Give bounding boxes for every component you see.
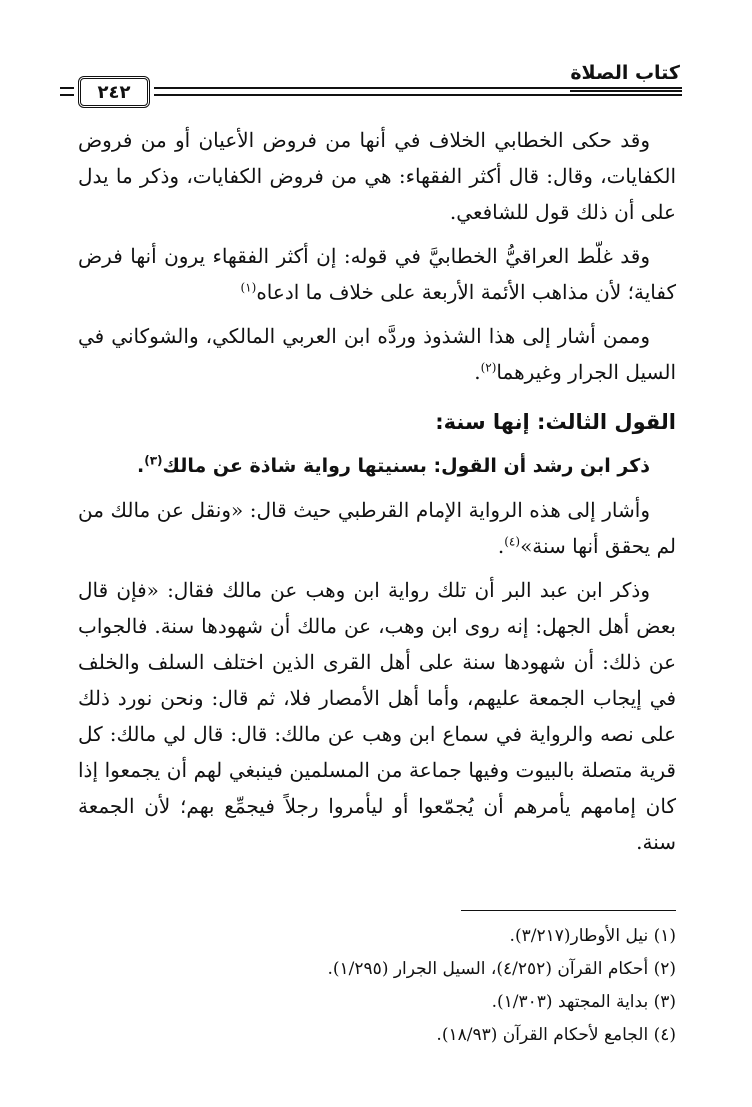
- paragraph-4-text: وأشار إلى هذه الرواية الإمام القرطبي حيث قال: «ونقل عن مالك من لم يحقق أنها سنة»: [78, 498, 676, 558]
- paragraph-4-end: .: [497, 534, 505, 558]
- paragraph-1: وقد حكى الخطابي الخلاف في أنها من فروض الأعيان أو من فروض الكفايات، وقال: قال أكثر الفقهاء: هي من فروض الكفايات، وذكر ما يدل على أن ذلك قول للشافعي.: [78, 128, 676, 224]
- paragraph-3-end: .: [474, 360, 481, 384]
- footnote-separator: [461, 910, 676, 911]
- footnote-3: (٣) بداية المجتهد (١/٣٠٣).: [491, 992, 676, 1012]
- section-heading: القول الثالث: إنها سنة:: [435, 410, 676, 434]
- footnote-ref-2: (٢): [480, 360, 497, 375]
- footnote-ref-4: (٤): [504, 534, 521, 549]
- paragraph-2-text: وقد غلّط العراقيُّ الخطابيَّ في قوله: إن أكثر الفقهاء يرون أنها فرض كفاية؛ لأن مذاهب الأئمة الأربعة على خلاف ما ادعاه: [78, 244, 676, 304]
- header-double-rule-left: [60, 87, 74, 96]
- footnote-1: (١) نيل الأوطار(٣/٢١٧).: [509, 926, 676, 946]
- footnote-ref-1: (١): [240, 280, 257, 295]
- page-number-box: [78, 76, 150, 108]
- footnote-2: (٢) أحكام القرآن (٤/٢٥٢)، السيل الجرار (١/٢٩٥).: [327, 959, 676, 979]
- paragraph-2: [78, 238, 676, 310]
- footnotes: [78, 920, 676, 1052]
- page-number: ٢٤٢: [97, 81, 131, 103]
- book-title: كتاب الصلاة: [570, 62, 680, 84]
- footnote-ref-3: (٣): [144, 453, 163, 468]
- footnote-4: (٤) الجامع لأحكام القرآن (١٨/٩٣).: [436, 1025, 676, 1045]
- paragraph-3-text: وممن أشار إلى هذا الشذوذ وردَّه ابن العربي المالكي، والشوكاني في السيل الجرار وغيرهما: [78, 324, 676, 384]
- sub-heading-text: ذكر ابن رشد أن القول: بسنيتها رواية شاذة عن مالك: [162, 455, 650, 477]
- page-header: [60, 60, 682, 110]
- main-text: [78, 122, 676, 868]
- sub-heading-end: .: [137, 455, 145, 477]
- paragraph-3: [78, 318, 676, 390]
- sub-heading: [78, 448, 676, 484]
- header-double-rule-right: [154, 87, 682, 96]
- paragraph-5: وذكر ابن عبد البر أن تلك رواية ابن وهب عن مالك فقال: «فإن قال بعض أهل الجهل: إنه روى ابن وهب، عن مالك أن شهودها سنة. فالجواب عن ذلك: أن شهودها سنة على أهل القرى الذين اختلف السلف والخلف في إيجاب الجمعة عليهم، وأما أهل الأمصار فلا، ثم قال: ونحن نورد ذلك على نصه والرواية في سماع ابن وهب عن مالك: قال: قال لي مالك: كل قرية متصلة بالبيوت وفيها جماعة من المسلمين فينبغي لهم أن يجمعوا إذا كان إمامهم يأمرهم أن يُجمّعوا أو ليأمروا رجلاً فيجمِّع بهم؛ لأن الجمعة سنة.: [78, 578, 676, 854]
- paragraph-4: [78, 492, 676, 564]
